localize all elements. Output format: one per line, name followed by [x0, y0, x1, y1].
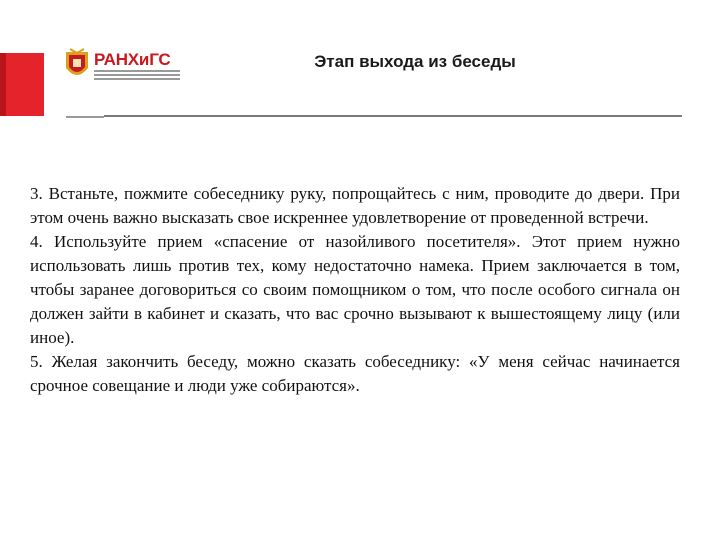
list-item: 4. Используйте прием «спасение от назойливого посетителя». Этот прием нужно использовать лишь против тех, кому недостаточно намека. Прием заключается в том, чтобы заранее договориться со своим помощником о том, что после особого сигнала он должен зайти в кабинет и сказать, что вас срочно вызывают к вышестоящему лицу (или иное). — [30, 232, 680, 347]
slide-body — [30, 182, 680, 398]
logo-text: РАНХиГС — [94, 50, 171, 69]
header-divider — [104, 115, 682, 117]
emblem-icon — [64, 48, 90, 82]
list-item: 5. Желая закончить беседу, можно сказать собеседнику: «У меня сейчас начинается срочное совещание и люди уже собираются». — [30, 352, 680, 395]
red-accent-edge — [0, 53, 6, 116]
slide-title: Этап выхода из беседы — [314, 52, 516, 71]
header-divider-short — [66, 116, 104, 118]
red-accent-block — [0, 53, 44, 116]
logo-subtitle-lines — [94, 70, 180, 82]
ranepa-logo — [64, 48, 184, 84]
list-item: 3. Встаньте, пожмите собеседнику руку, попрощайтесь с ним, проводите до двери. При этом очень важно высказать свое искреннее удовлетворение от проведенной встречи. — [30, 184, 680, 227]
